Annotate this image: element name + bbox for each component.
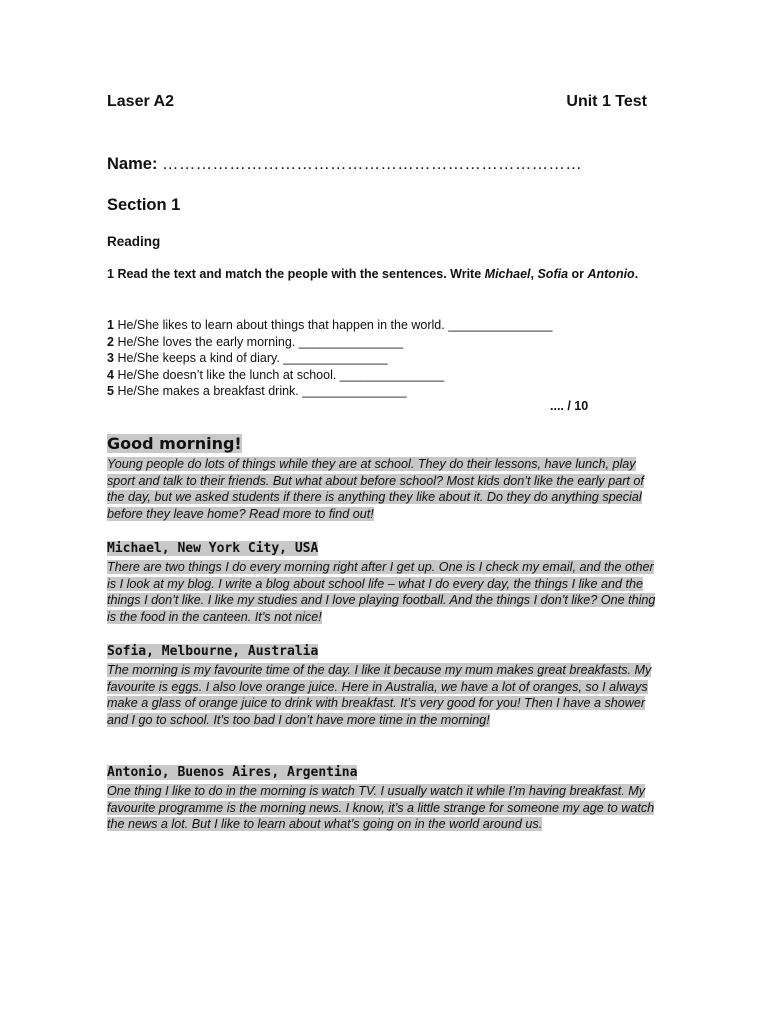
question-number: 1 bbox=[107, 318, 114, 332]
question-number: 3 bbox=[107, 351, 114, 365]
task-end: . bbox=[634, 267, 639, 281]
person-heading-michael bbox=[107, 540, 318, 557]
task-instruction bbox=[107, 266, 652, 283]
option-sofia: Sofia bbox=[537, 267, 569, 281]
person-heading-antonio bbox=[107, 764, 357, 781]
person-paragraph: The morning is my favourite time of the day. I like it because my mum makes great breakfasts. My favourite is eggs. I also love orange juice. Here in Australia, we have a lot of oranges, so I always make a glass of orange juice to drink with breakfast. It’s very good for you! Then I have a shower and I go to school. It’s too bad I don’t have more time in the morning! bbox=[107, 663, 652, 727]
question-text: He/She keeps a kind of diary. _______________ bbox=[117, 351, 388, 365]
option-separator: or bbox=[568, 267, 588, 281]
question-text: He/She makes a breakfast drink. _______________ bbox=[117, 384, 407, 398]
question-item bbox=[107, 317, 652, 334]
option-michael: Michael bbox=[484, 267, 531, 281]
name-label: Name: bbox=[107, 155, 158, 173]
task-number: 1 bbox=[107, 267, 114, 281]
section-heading: Section 1 bbox=[107, 196, 181, 214]
question-text: He/She likes to learn about things that happen in the world. _______________ bbox=[117, 318, 553, 332]
name-blank: ………………………………………………………………… bbox=[162, 155, 583, 173]
question-list bbox=[107, 317, 652, 400]
person-text-antonio bbox=[107, 783, 660, 833]
page-header bbox=[107, 93, 647, 117]
person-heading-text: Antonio, Buenos Aires, Argentina bbox=[107, 765, 358, 780]
question-text: He/She loves the early morning. _______________ bbox=[117, 334, 404, 349]
option-antonio: Antonio bbox=[587, 267, 635, 281]
article-title-text: Good morning! bbox=[107, 434, 242, 453]
question-number: 4 bbox=[107, 367, 114, 382]
task-text: Read the text and match the people with the sentences. Write bbox=[117, 267, 485, 281]
intro-text: Young people do lots of things while they are at school. They do their lessons, have lunch, play sport and talk to their friends. But what about before school? Most kids don’t like the early part of the day, but we asked students if there is anything they like about it. Do they do anything special before they leave home? Read more to find out! bbox=[107, 457, 644, 521]
option-separator: , bbox=[530, 267, 538, 281]
subsection-heading: Reading bbox=[107, 234, 161, 249]
person-paragraph: There are two things I do every morning right after I get up. One is I check my email, and the other is I look at my blog. I write a blog about school life – what I do every day, the things I like and the things I don’t like. I like my studies and I love playing football. And the things I don’t like? One thing is the food in the canteen. It’s not nice! bbox=[107, 560, 656, 624]
score-box: .... / 10 bbox=[550, 399, 589, 413]
test-title: Unit 1 Test bbox=[566, 93, 647, 110]
question-text: He/She doesn’t like the lunch at school. _______________ bbox=[117, 367, 445, 382]
person-text-sofia bbox=[107, 662, 660, 728]
course-title: Laser A2 bbox=[107, 93, 174, 110]
person-heading-text: Michael, New York City, USA bbox=[107, 541, 319, 556]
question-item bbox=[107, 350, 652, 367]
name-field bbox=[107, 155, 582, 174]
article-intro bbox=[107, 456, 660, 522]
article-title bbox=[107, 433, 242, 454]
question-number: 2 bbox=[107, 334, 114, 349]
question-number: 5 bbox=[107, 384, 114, 398]
question-item bbox=[107, 334, 652, 351]
question-item bbox=[107, 367, 652, 384]
person-heading-sofia bbox=[107, 643, 318, 660]
person-text-michael bbox=[107, 559, 660, 625]
person-heading-text: Sofia, Melbourne, Australia bbox=[107, 644, 319, 659]
question-item bbox=[107, 383, 652, 400]
person-paragraph: One thing I like to do in the morning is watch TV. I usually watch it while I’m having breakfast. My favourite programme is the morning news. I know, it’s a little strange for someone my age to watch the news a lot. But I like to learn about what’s going on in the world around us. bbox=[107, 784, 655, 832]
